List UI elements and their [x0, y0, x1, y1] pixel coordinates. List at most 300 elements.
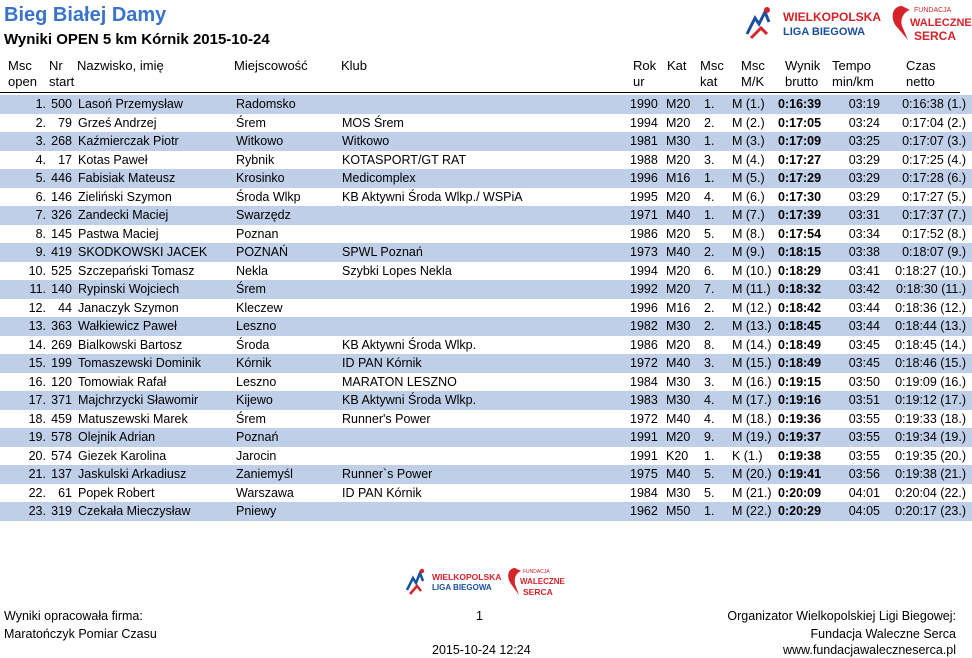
cell-city: Zaniemyśl	[236, 465, 342, 484]
cell-net-time: 0:19:34 (19.)	[892, 428, 972, 447]
cell-category-place: 2.	[704, 317, 732, 336]
cell-sex-place: M (1.)	[732, 95, 778, 114]
cell-name: Bialkowski Bartosz	[78, 337, 183, 352]
footer-datetime: 2015-10-24 12:24	[432, 643, 531, 657]
cell-sex-place: K (1.)	[732, 448, 763, 463]
table-row	[0, 465, 972, 484]
cell-bib: 199	[50, 354, 78, 373]
cell-bib: 319	[50, 502, 78, 521]
cell-club: Runner`s Power	[342, 465, 630, 484]
footer-website: www.fundacjawaleczneserca.pl	[782, 643, 956, 657]
cell-bib: 459	[51, 411, 72, 426]
col-header-nr-start: Nr start	[49, 58, 75, 89]
cell-gross-time: 0:18:29	[778, 263, 822, 278]
cell-place: 3.	[0, 132, 50, 151]
cell-category: M20	[666, 189, 691, 204]
cell-pace: 03:29	[848, 152, 880, 167]
logo-fws-small-line2: WALECZNE	[520, 577, 565, 586]
cell-place: 23.	[0, 502, 50, 521]
cell-category-place: 4.	[704, 189, 715, 204]
cell-gross-time: 0:17:39	[778, 206, 836, 225]
table-row	[0, 169, 972, 188]
table-row	[0, 262, 972, 281]
cell-pace: 04:05	[836, 502, 892, 521]
cell-club: MOS Śrem	[342, 115, 404, 130]
cell-category-place: 6.	[704, 263, 715, 278]
cell-name: Zieliński Szymon	[78, 189, 172, 204]
cell-city: Poznan	[236, 226, 279, 241]
page-title: Bieg Białej Damy	[4, 4, 167, 26]
cell-place: 15.	[0, 354, 50, 373]
cell-birth-year: 1991	[630, 448, 658, 463]
cell-birth-year: 1996	[630, 169, 666, 188]
cell-place: 22.	[28, 485, 46, 500]
col-header-pace: Tempo min/km	[832, 58, 874, 89]
cell-birth-year: 1984	[630, 485, 658, 500]
cell-birth-year: 1962	[630, 502, 666, 521]
cell-birth-year: 1988	[630, 152, 658, 167]
cell-birth-year: 1972	[630, 411, 658, 426]
cell-birth-year: 1996	[630, 300, 658, 315]
cell-net-time: 0:18:30 (11.)	[892, 280, 972, 299]
cell-place: 18.	[28, 411, 46, 426]
cell-bib: 146	[51, 189, 72, 204]
cell-place: 19.	[0, 428, 50, 447]
cell-pace: 03:29	[848, 189, 880, 204]
col-header-cat: Kat	[667, 58, 687, 73]
cell-gross-time: 0:17:09	[778, 132, 836, 151]
results-table	[0, 95, 972, 521]
cell-name: Kaźmierczak Piotr	[78, 132, 236, 151]
cell-net-time: 0:17:28 (6.)	[892, 169, 972, 188]
cell-category-place: 3.	[704, 354, 732, 373]
cell-club	[342, 280, 630, 299]
cell-net-time: 0:17:25 (4.)	[902, 152, 966, 167]
cell-category: M30	[666, 391, 704, 410]
cell-place: 11.	[0, 280, 50, 299]
cell-bib: 419	[50, 243, 78, 262]
cell-city: POZNAŃ	[236, 243, 342, 262]
table-row	[0, 354, 972, 373]
cell-place: 6.	[35, 189, 46, 204]
cell-net-time: 0:16:38 (1.)	[892, 95, 972, 114]
cell-name: Jaskulski Arkadiusz	[78, 465, 236, 484]
cell-bib: 61	[58, 485, 72, 500]
cell-sex-place: M (2.)	[732, 115, 765, 130]
cell-net-time: 0:18:45 (14.)	[895, 337, 966, 352]
cell-gross-time: 0:17:27	[778, 152, 822, 167]
header-divider	[0, 92, 960, 93]
cell-club	[342, 225, 630, 244]
cell-category: K20	[666, 448, 689, 463]
cell-category-place: 7.	[704, 280, 732, 299]
table-row	[0, 428, 972, 447]
cell-net-time: 0:20:17 (23.)	[892, 502, 972, 521]
logo-fws-line1: FUNDACJA	[914, 7, 952, 14]
cell-birth-year: 1983	[630, 391, 666, 410]
cell-pace: 03:44	[836, 317, 892, 336]
cell-birth-year: 1973	[630, 243, 666, 262]
cell-name: Wałkiewicz Paweł	[78, 317, 236, 336]
cell-bib: 446	[50, 169, 78, 188]
cell-bib: 17	[58, 152, 72, 167]
cell-place: 14.	[28, 337, 46, 352]
cell-city: Warszawa	[236, 485, 294, 500]
logo-fws-small-line3: SERCA	[523, 587, 553, 597]
cell-pace: 03:45	[836, 354, 892, 373]
cell-sex-place: M (11.)	[732, 280, 778, 299]
cell-name: Janaczyk Szymon	[78, 300, 179, 315]
cell-category: M20	[666, 115, 691, 130]
cell-gross-time: 0:19:41	[778, 465, 836, 484]
cell-category-place: 4.	[704, 391, 732, 410]
cell-net-time: 0:18:07 (9.)	[892, 243, 972, 262]
cell-city: Środa	[236, 337, 270, 352]
cell-bib: 371	[50, 391, 78, 410]
cell-sex-place: M (10.)	[732, 263, 772, 278]
cell-sex-place: M (9.)	[732, 243, 778, 262]
fundacja-waleczne-serca-logo	[888, 2, 972, 46]
cell-club	[342, 95, 630, 114]
cell-gross-time: 0:18:49	[778, 337, 822, 352]
col-header-msc-open: Msc open	[8, 58, 37, 89]
table-row	[0, 225, 972, 244]
cell-city: Kijewo	[236, 391, 342, 410]
cell-pace: 03:56	[836, 465, 892, 484]
cell-club: Runner's Power	[342, 411, 431, 426]
cell-category: M30	[666, 317, 704, 336]
cell-category-place: 1.	[704, 206, 732, 225]
cell-gross-time: 0:16:39	[778, 95, 836, 114]
cell-name: Lasoń Przemysław	[78, 95, 236, 114]
cell-sex-place: M (17.)	[732, 391, 778, 410]
cell-name: Grześ Andrzej	[78, 115, 157, 130]
cell-pace: 03:51	[836, 391, 892, 410]
table-row	[0, 151, 972, 170]
cell-club	[342, 317, 630, 336]
cell-bib: 500	[50, 95, 78, 114]
cell-category-place: 3.	[704, 152, 715, 167]
cell-category: M40	[666, 354, 704, 373]
cell-birth-year: 1992	[630, 280, 666, 299]
cell-category-place: 8.	[704, 337, 715, 352]
cell-birth-year: 1984	[630, 374, 658, 389]
cell-city: Kórnik	[236, 354, 342, 373]
cell-category: M40	[666, 206, 704, 225]
cell-sex-place: M (5.)	[732, 169, 778, 188]
cell-net-time: 0:19:09 (16.)	[895, 374, 966, 389]
cell-gross-time: 0:18:49	[778, 354, 836, 373]
cell-bib: 326	[50, 206, 78, 225]
col-header-mk-place: Msc M/K	[741, 58, 765, 89]
cell-bib: 363	[50, 317, 78, 336]
cell-pace: 03:29	[836, 169, 892, 188]
col-header-club: Klub	[341, 58, 368, 73]
cell-sex-place: M (6.)	[732, 189, 765, 204]
table-row	[0, 243, 972, 262]
cell-city: Krosinko	[236, 169, 342, 188]
cell-sex-place: M (15.)	[732, 354, 778, 373]
cell-gross-time: 0:19:16	[778, 391, 836, 410]
cell-category-place: 1.	[704, 448, 715, 463]
cell-name: Tomowiak Rafał	[78, 374, 167, 389]
cell-place: 9.	[0, 243, 50, 262]
cell-club: Witkowo	[342, 132, 630, 151]
table-row	[0, 132, 972, 151]
cell-city: Kleczew	[236, 300, 283, 315]
cell-place: 8.	[35, 226, 46, 241]
cell-club: ID PAN Kórnik	[342, 485, 422, 500]
cell-net-time: 0:19:38 (21.)	[892, 465, 972, 484]
cell-pace: 03:31	[836, 206, 892, 225]
cell-sex-place: M (20.)	[732, 465, 778, 484]
cell-category: M40	[666, 411, 691, 426]
cell-birth-year: 1982	[630, 317, 666, 336]
cell-name: Czekała Mieczysław	[78, 502, 236, 521]
logo-fws-small-line1: FUNDACJA	[523, 569, 550, 575]
cell-pace: 03:19	[836, 95, 892, 114]
cell-birth-year: 1994	[630, 263, 658, 278]
cell-category: M50	[666, 502, 704, 521]
cell-category: M20	[666, 280, 704, 299]
cell-category-place: 1.	[704, 95, 732, 114]
cell-category-place: 5.	[704, 485, 715, 500]
cell-club	[342, 447, 630, 466]
cell-category-place: 2.	[704, 300, 715, 315]
cell-gross-time: 0:18:42	[778, 300, 822, 315]
cell-pace: 03:34	[848, 226, 880, 241]
cell-gross-time: 0:17:29	[778, 169, 836, 188]
cell-category: M30	[666, 485, 691, 500]
cell-place: 4.	[35, 152, 46, 167]
cell-club: Szybki Lopes Nekla	[342, 263, 452, 278]
cell-category: M30	[666, 132, 704, 151]
cell-place: 13.	[0, 317, 50, 336]
wielkopolska-liga-biegowa-logo	[743, 4, 885, 44]
table-row	[0, 95, 972, 114]
cell-sex-place: M (21.)	[732, 485, 772, 500]
cell-category: M40	[666, 465, 704, 484]
cell-category-place: 2.	[704, 115, 715, 130]
cell-sex-place: M (7.)	[732, 206, 778, 225]
table-row	[0, 484, 972, 503]
table-row	[0, 391, 972, 410]
cell-club: KB Aktywni Środa Wlkp.	[342, 337, 477, 352]
cell-net-time: 0:18:36 (12.)	[895, 300, 966, 315]
cell-net-time: 0:18:44 (13.)	[892, 317, 972, 336]
cell-city: Śrem	[236, 280, 342, 299]
footer-organizer-label: Organizator Wielkopolskiej Ligi Biegowej:	[727, 609, 956, 623]
cell-club: KB Aktywni Środa Wlkp./ WSPiA	[342, 189, 523, 204]
cell-pace: 03:55	[848, 411, 880, 426]
cell-birth-year: 1986	[630, 226, 658, 241]
cell-name: Popek Robert	[78, 485, 155, 500]
footer-prepared-by: Maratończyk Pomiar Czasu	[4, 627, 157, 641]
table-row	[0, 114, 972, 133]
col-header-gross: Wynik brutto	[785, 58, 821, 89]
cell-bib: 525	[51, 263, 72, 278]
cell-club: SPWL Poznań	[342, 243, 630, 262]
cell-pace: 03:45	[848, 337, 880, 352]
col-header-name: Nazwisko, imię	[77, 58, 164, 73]
cell-sex-place: M (16.)	[732, 374, 772, 389]
cell-city: Śrem	[236, 411, 266, 426]
cell-net-time: 0:17:27 (5.)	[902, 189, 966, 204]
cell-name: Rypinski Wojciech	[78, 280, 236, 299]
cell-city: Radomsko	[236, 95, 342, 114]
cell-bib: 578	[50, 428, 78, 447]
cell-bib: 137	[50, 465, 78, 484]
cell-gross-time: 0:17:05	[778, 115, 822, 130]
col-header-year: Rok ur	[633, 58, 657, 89]
cell-city: Śrem	[236, 115, 266, 130]
cell-category: M20	[666, 226, 691, 241]
cell-birth-year: 1990	[630, 95, 666, 114]
cell-gross-time: 0:18:32	[778, 280, 836, 299]
cell-birth-year: 1994	[630, 115, 658, 130]
table-row	[0, 280, 972, 299]
cell-name: Fabisiak Mateusz	[78, 169, 236, 188]
cell-sex-place: M (22.)	[732, 502, 778, 521]
logo-fws-line2: WALECZNE	[910, 17, 972, 29]
cell-birth-year: 1972	[630, 354, 666, 373]
cell-city: Leszno	[236, 317, 342, 336]
cell-category-place: 3.	[704, 374, 715, 389]
cell-sex-place: M (19.)	[732, 428, 778, 447]
cell-pace: 03:55	[836, 428, 892, 447]
cell-gross-time: 0:17:54	[778, 226, 822, 241]
cell-bib: 269	[51, 337, 72, 352]
cell-gross-time: 0:19:15	[778, 374, 822, 389]
cell-pace: 03:42	[836, 280, 892, 299]
cell-category: M16	[666, 169, 704, 188]
cell-sex-place: M (8.)	[732, 226, 765, 241]
cell-city: Nekla	[236, 263, 268, 278]
footer-prepared-label: Wyniki opracowała firma:	[4, 609, 143, 623]
cell-sex-place: M (12.)	[732, 300, 772, 315]
cell-gross-time: 0:19:36	[778, 411, 822, 426]
cell-name: Szczepański Tomasz	[78, 263, 195, 278]
table-row	[0, 317, 972, 336]
table-row	[0, 188, 972, 207]
cell-name: Olejnik Adrian	[78, 428, 236, 447]
table-row	[0, 299, 972, 318]
logo-wpl-line1: WIELKOPOLSKA	[783, 10, 881, 24]
cell-category-place: 1.	[704, 169, 732, 188]
cell-place: 7.	[0, 206, 50, 225]
cell-name: Kotas Paweł	[78, 152, 148, 167]
cell-club: Medicomplex	[342, 169, 630, 188]
cell-category-place: 5.	[704, 226, 715, 241]
cell-city: Jarocin	[236, 448, 277, 463]
cell-place: 17.	[0, 391, 50, 410]
cell-pace: 03:41	[848, 263, 880, 278]
cell-birth-year: 1991	[630, 428, 666, 447]
table-row	[0, 206, 972, 225]
wielkopolska-liga-biegowa-logo-small	[405, 566, 501, 598]
cell-club	[342, 206, 630, 225]
page-subtitle: Wyniki OPEN 5 km Kórnik 2015-10-24	[4, 31, 270, 48]
cell-sex-place: M (18.)	[732, 411, 772, 426]
cell-net-time: 0:17:04 (2.)	[902, 115, 966, 130]
col-header-city: Miejscowość	[234, 58, 308, 73]
cell-category-place: 9.	[704, 428, 732, 447]
logo-wpl-small-line2: LIGA BIEGOWA	[432, 583, 492, 592]
cell-bib: 140	[50, 280, 78, 299]
cell-bib: 79	[58, 115, 72, 130]
cell-gross-time: 0:17:30	[778, 189, 822, 204]
cell-birth-year: 1975	[630, 465, 666, 484]
cell-bib: 574	[51, 448, 72, 463]
table-row	[0, 447, 972, 466]
cell-place: 10.	[28, 263, 46, 278]
cell-category: M30	[666, 374, 691, 389]
cell-pace: 04:01	[848, 485, 880, 500]
cell-place: 21.	[0, 465, 50, 484]
cell-club: ID PAN Kórnik	[342, 354, 630, 373]
cell-gross-time: 0:18:45	[778, 317, 836, 336]
cell-gross-time: 0:20:09	[778, 485, 822, 500]
cell-name: Matuszewski Marek	[78, 411, 188, 426]
cell-net-time: 0:17:07 (3.)	[892, 132, 972, 151]
cell-name: SKODKOWSKI JACEK	[78, 243, 236, 262]
cell-place: 20.	[28, 448, 46, 463]
cell-city: Swarzędz	[236, 206, 342, 225]
cell-gross-time: 0:20:29	[778, 502, 836, 521]
cell-city: Poznań	[236, 428, 342, 447]
cell-club	[342, 299, 630, 318]
cell-pace: 03:55	[848, 448, 880, 463]
cell-club: MARATON LESZNO	[342, 374, 457, 389]
cell-net-time: 0:19:33 (18.)	[895, 411, 966, 426]
cell-name: Majchrzycki Sławomir	[78, 391, 236, 410]
cell-net-time: 0:19:35 (20.)	[895, 448, 966, 463]
cell-birth-year: 1986	[630, 337, 658, 352]
cell-category: M40	[666, 243, 704, 262]
cell-city: Leszno	[236, 374, 277, 389]
cell-gross-time: 0:19:38	[778, 448, 822, 463]
table-row	[0, 373, 972, 392]
cell-category: M20	[666, 152, 691, 167]
cell-name: Pastwa Maciej	[78, 226, 159, 241]
cell-place: 1.	[0, 95, 50, 114]
cell-gross-time: 0:19:37	[778, 428, 836, 447]
cell-bib: 145	[51, 226, 72, 241]
fundacja-waleczne-serca-logo-small	[505, 565, 565, 600]
logo-wpl-line2: LIGA BIEGOWA	[783, 26, 866, 38]
table-row	[0, 336, 972, 355]
cell-category-place: 1.	[704, 132, 732, 151]
cell-category: M20	[666, 337, 691, 352]
cell-category-place: 5.	[704, 465, 732, 484]
cell-city: Witkowo	[236, 132, 342, 151]
cell-birth-year: 1971	[630, 206, 666, 225]
cell-sex-place: M (13.)	[732, 317, 778, 336]
cell-birth-year: 1981	[630, 132, 666, 151]
cell-sex-place: M (3.)	[732, 132, 778, 151]
cell-city: Rybnik	[236, 152, 275, 167]
cell-club	[342, 428, 630, 447]
cell-category-place: 2.	[704, 243, 732, 262]
cell-club	[342, 502, 630, 521]
cell-sex-place: M (4.)	[732, 152, 765, 167]
cell-gross-time: 0:18:15	[778, 243, 836, 262]
cell-net-time: 0:20:04 (22.)	[895, 485, 966, 500]
cell-category: M20	[666, 95, 704, 114]
table-row	[0, 410, 972, 429]
cell-net-time: 0:18:46 (15.)	[892, 354, 972, 373]
cell-bib: 44	[58, 300, 72, 315]
